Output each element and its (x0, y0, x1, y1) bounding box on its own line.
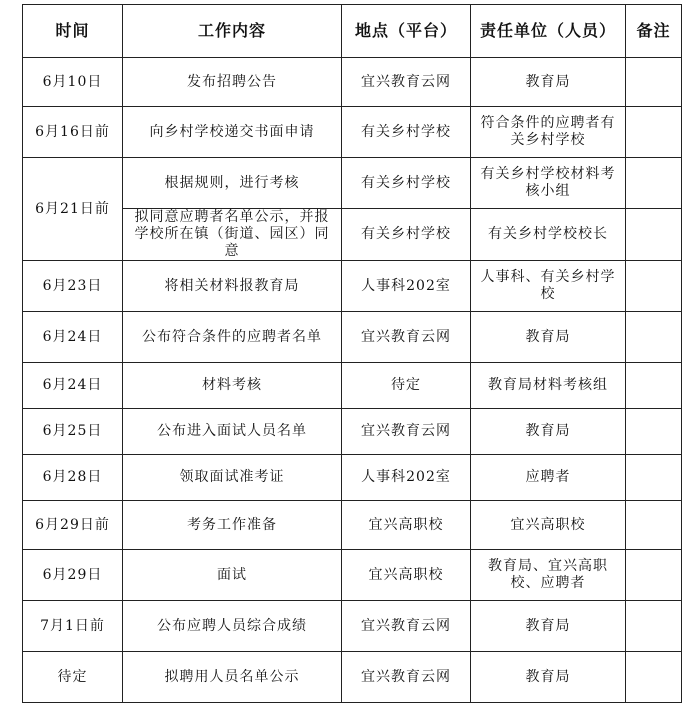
cell-task: 根据规则，进行考核 (123, 158, 342, 209)
cell-note (626, 652, 682, 703)
cell-note (626, 409, 682, 455)
table-row (23, 550, 682, 601)
cell-task: 面试 (123, 550, 342, 601)
cell-time: 待定 (23, 652, 123, 703)
table-row (23, 601, 682, 652)
cell-unit: 教育局、宜兴高职校、应聘者 (471, 550, 626, 601)
table-row (23, 501, 682, 550)
cell-unit: 应聘者 (471, 455, 626, 501)
cell-task: 发布招聘公告 (123, 58, 342, 107)
cell-time: 6月29日 (23, 550, 123, 601)
table-row (23, 312, 682, 363)
cell-time: 6月25日 (23, 409, 123, 455)
cell-place: 人事科202室 (342, 261, 471, 312)
cell-place: 宜兴高职校 (342, 501, 471, 550)
cell-time: 6月23日 (23, 261, 123, 312)
cell-time: 7月1日前 (23, 601, 123, 652)
table-row (23, 58, 682, 107)
cell-unit: 有关乡村学校校长 (471, 209, 626, 261)
cell-note (626, 601, 682, 652)
cell-task: 将相关材料报教育局 (123, 261, 342, 312)
cell-task: 考务工作准备 (123, 501, 342, 550)
cell-time: 6月24日 (23, 363, 123, 409)
cell-place: 有关乡村学校 (342, 107, 471, 158)
cell-note (626, 158, 682, 209)
header-unit: 责任单位（人员） (471, 5, 626, 58)
cell-task: 材料考核 (123, 363, 342, 409)
cell-note (626, 58, 682, 107)
cell-time: 6月28日 (23, 455, 123, 501)
cell-task: 拟同意应聘者名单公示，并报学校所在镇（街道、园区）同意 (123, 209, 342, 261)
table-row (23, 409, 682, 455)
cell-task: 向乡村学校递交书面申请 (123, 107, 342, 158)
cell-note (626, 501, 682, 550)
cell-note (626, 107, 682, 158)
cell-task: 公布进入面试人员名单 (123, 409, 342, 455)
table-row (23, 652, 682, 703)
cell-unit: 人事科、有关乡村学校 (471, 261, 626, 312)
cell-unit: 教育局 (471, 652, 626, 703)
cell-place: 宜兴教育云网 (342, 312, 471, 363)
cell-place: 宜兴教育云网 (342, 409, 471, 455)
cell-unit: 宜兴高职校 (471, 501, 626, 550)
cell-note (626, 312, 682, 363)
cell-place: 宜兴教育云网 (342, 58, 471, 107)
cell-place: 有关乡村学校 (342, 209, 471, 261)
cell-note (626, 363, 682, 409)
cell-task: 领取面试准考证 (123, 455, 342, 501)
cell-unit: 教育局 (471, 601, 626, 652)
header-task: 工作内容 (123, 5, 342, 58)
table-row (23, 455, 682, 501)
cell-time: 6月24日 (23, 312, 123, 363)
cell-place: 待定 (342, 363, 471, 409)
cell-place: 宜兴高职校 (342, 550, 471, 601)
cell-place: 宜兴教育云网 (342, 652, 471, 703)
cell-unit: 符合条件的应聘者有关乡村学校 (471, 107, 626, 158)
cell-note (626, 455, 682, 501)
table-row (23, 261, 682, 312)
cell-unit: 教育局材料考核组 (471, 363, 626, 409)
cell-time: 6月21日前 (23, 158, 123, 261)
cell-note (626, 550, 682, 601)
cell-task: 拟聘用人员名单公示 (123, 652, 342, 703)
cell-note (626, 261, 682, 312)
cell-task: 公布符合条件的应聘者名单 (123, 312, 342, 363)
header-place: 地点（平台） (342, 5, 471, 58)
cell-note (626, 209, 682, 261)
cell-time: 6月29日前 (23, 501, 123, 550)
cell-place: 人事科202室 (342, 455, 471, 501)
schedule-sheet (22, 4, 671, 703)
cell-unit: 教育局 (471, 58, 626, 107)
header-time: 时间 (23, 5, 123, 58)
cell-unit: 教育局 (471, 312, 626, 363)
cell-unit: 有关乡村学校材料考核小组 (471, 158, 626, 209)
cell-task: 公布应聘人员综合成绩 (123, 601, 342, 652)
cell-place: 有关乡村学校 (342, 158, 471, 209)
cell-time: 6月16日前 (23, 107, 123, 158)
table-row (23, 363, 682, 409)
schedule-table (22, 4, 682, 703)
cell-place: 宜兴教育云网 (342, 601, 471, 652)
table-row (23, 158, 682, 209)
header-note: 备注 (626, 5, 682, 58)
table-row (23, 107, 682, 158)
table-header-row (23, 5, 682, 58)
cell-time: 6月10日 (23, 58, 123, 107)
cell-unit: 教育局 (471, 409, 626, 455)
